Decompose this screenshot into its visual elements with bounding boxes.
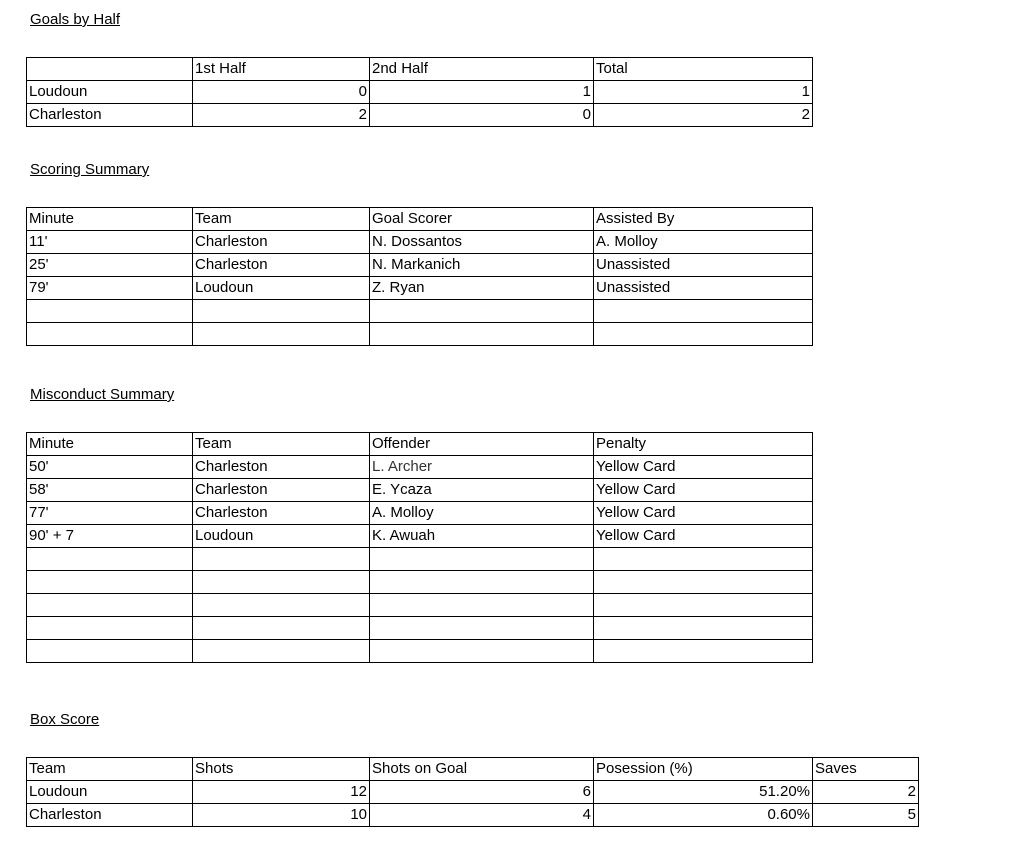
header-cell[interactable]: 2nd Half (370, 58, 594, 81)
shots-cell[interactable]: 12 (193, 781, 370, 804)
team-cell[interactable] (193, 323, 370, 346)
penalty-cell[interactable]: Yellow Card (594, 456, 813, 479)
goal-scorer-cell[interactable]: N. Markanich (370, 254, 594, 277)
team-cell[interactable]: Charleston (193, 479, 370, 502)
team-cell[interactable]: Loudoun (193, 525, 370, 548)
table-row (27, 104, 813, 127)
table-row (27, 640, 813, 663)
header-cell[interactable]: Minute (27, 433, 193, 456)
minute-cell[interactable]: 90' + 7 (27, 525, 193, 548)
table-row (27, 548, 813, 571)
possession-cell[interactable]: 0.60% (594, 804, 813, 827)
team-cell[interactable]: Charleston (27, 104, 193, 127)
table-row (27, 323, 813, 346)
table-row (27, 594, 813, 617)
box-score-title: Box Score (30, 711, 100, 728)
saves-cell[interactable]: 5 (813, 804, 919, 827)
minute-cell[interactable] (27, 548, 193, 571)
saves-cell[interactable]: 2 (813, 781, 919, 804)
total-cell[interactable]: 1 (594, 81, 813, 104)
team-cell[interactable]: Loudoun (27, 81, 193, 104)
minute-cell[interactable] (27, 323, 193, 346)
total-cell[interactable]: 2 (594, 104, 813, 127)
shots-cell[interactable]: 10 (193, 804, 370, 827)
minute-cell[interactable]: 50' (27, 456, 193, 479)
table-row (27, 277, 813, 300)
team-cell[interactable]: Loudoun (193, 277, 370, 300)
header-cell[interactable]: Goal Scorer (370, 208, 594, 231)
goal-scorer-cell[interactable]: Z. Ryan (370, 277, 594, 300)
shots-on-goal-cell[interactable]: 6 (370, 781, 594, 804)
penalty-cell[interactable]: Yellow Card (594, 502, 813, 525)
offender-cell[interactable]: K. Awuah (370, 525, 594, 548)
penalty-cell[interactable] (594, 571, 813, 594)
misconduct-summary-table (26, 432, 813, 663)
table-row (27, 781, 919, 804)
offender-cell[interactable] (370, 548, 594, 571)
team-cell[interactable]: Charleston (27, 804, 193, 827)
table-row (27, 81, 813, 104)
assisted-by-cell[interactable] (594, 323, 813, 346)
team-cell[interactable]: Loudoun (27, 781, 193, 804)
header-cell[interactable] (27, 58, 193, 81)
penalty-cell[interactable] (594, 617, 813, 640)
table-row (27, 479, 813, 502)
penalty-cell[interactable] (594, 640, 813, 663)
team-cell[interactable] (193, 571, 370, 594)
box-score-table (26, 757, 919, 827)
header-cell[interactable]: 1st Half (193, 58, 370, 81)
second-half-cell[interactable]: 1 (370, 81, 594, 104)
team-cell[interactable] (193, 548, 370, 571)
table-row (27, 231, 813, 254)
table-row (27, 617, 813, 640)
table-row (27, 804, 919, 827)
header-cell[interactable]: Saves (813, 758, 919, 781)
header-cell[interactable]: Shots on Goal (370, 758, 594, 781)
table-header-row (27, 433, 813, 456)
header-cell[interactable]: Team (193, 433, 370, 456)
second-half-cell[interactable]: 0 (370, 104, 594, 127)
minute-cell[interactable]: 25' (27, 254, 193, 277)
offender-cell[interactable] (370, 640, 594, 663)
table-header-row (27, 758, 919, 781)
table-header-row (27, 208, 813, 231)
offender-cell[interactable] (370, 571, 594, 594)
goal-scorer-cell[interactable] (370, 323, 594, 346)
goals-by-half-table (26, 57, 813, 127)
assisted-by-cell[interactable]: Unassisted (594, 277, 813, 300)
team-cell[interactable] (193, 617, 370, 640)
table-header-row (27, 58, 813, 81)
table-row (27, 254, 813, 277)
header-cell[interactable]: Posession (%) (594, 758, 813, 781)
assisted-by-cell[interactable]: Unassisted (594, 254, 813, 277)
minute-cell[interactable] (27, 640, 193, 663)
assisted-by-cell[interactable]: A. Molloy (594, 231, 813, 254)
first-half-cell[interactable]: 0 (193, 81, 370, 104)
scoring-summary-title: Scoring Summary (30, 161, 150, 178)
goal-scorer-cell[interactable] (370, 300, 594, 323)
table-row (27, 300, 813, 323)
minute-cell[interactable] (27, 300, 193, 323)
offender-cell[interactable] (370, 617, 594, 640)
header-cell[interactable]: Team (193, 208, 370, 231)
penalty-cell[interactable] (594, 594, 813, 617)
table-row (27, 502, 813, 525)
penalty-cell[interactable]: Yellow Card (594, 479, 813, 502)
team-cell[interactable] (193, 640, 370, 663)
header-cell[interactable]: Total (594, 58, 813, 81)
header-cell[interactable]: Offender (370, 433, 594, 456)
header-cell[interactable]: Penalty (594, 433, 813, 456)
offender-cell[interactable]: A. Molloy (370, 502, 594, 525)
team-cell[interactable]: Charleston (193, 231, 370, 254)
offender-cell[interactable]: L. Archer (370, 456, 594, 479)
team-cell[interactable] (193, 594, 370, 617)
first-half-cell[interactable]: 2 (193, 104, 370, 127)
minute-cell[interactable]: 79' (27, 277, 193, 300)
minute-cell[interactable]: 11' (27, 231, 193, 254)
penalty-cell[interactable] (594, 548, 813, 571)
team-cell[interactable]: Charleston (193, 254, 370, 277)
team-cell[interactable]: Charleston (193, 456, 370, 479)
table-row (27, 525, 813, 548)
goal-scorer-cell[interactable]: N. Dossantos (370, 231, 594, 254)
minute-cell[interactable] (27, 594, 193, 617)
header-cell[interactable]: Assisted By (594, 208, 813, 231)
scoring-summary-table (26, 207, 813, 346)
table-row (27, 456, 813, 479)
team-cell[interactable] (193, 300, 370, 323)
penalty-cell[interactable]: Yellow Card (594, 525, 813, 548)
shots-on-goal-cell[interactable]: 4 (370, 804, 594, 827)
offender-cell[interactable] (370, 594, 594, 617)
team-cell[interactable]: Charleston (193, 502, 370, 525)
minute-cell[interactable] (27, 617, 193, 640)
possession-cell[interactable]: 51.20% (594, 781, 813, 804)
table-row (27, 571, 813, 594)
header-cell[interactable]: Minute (27, 208, 193, 231)
header-cell[interactable]: Shots (193, 758, 370, 781)
offender-cell[interactable]: E. Ycaza (370, 479, 594, 502)
minute-cell[interactable] (27, 571, 193, 594)
minute-cell[interactable]: 58' (27, 479, 193, 502)
assisted-by-cell[interactable] (594, 300, 813, 323)
minute-cell[interactable]: 77' (27, 502, 193, 525)
misconduct-summary-title: Misconduct Summary (30, 386, 175, 403)
goals-by-half-title: Goals by Half (30, 11, 121, 28)
header-cell[interactable]: Team (27, 758, 193, 781)
